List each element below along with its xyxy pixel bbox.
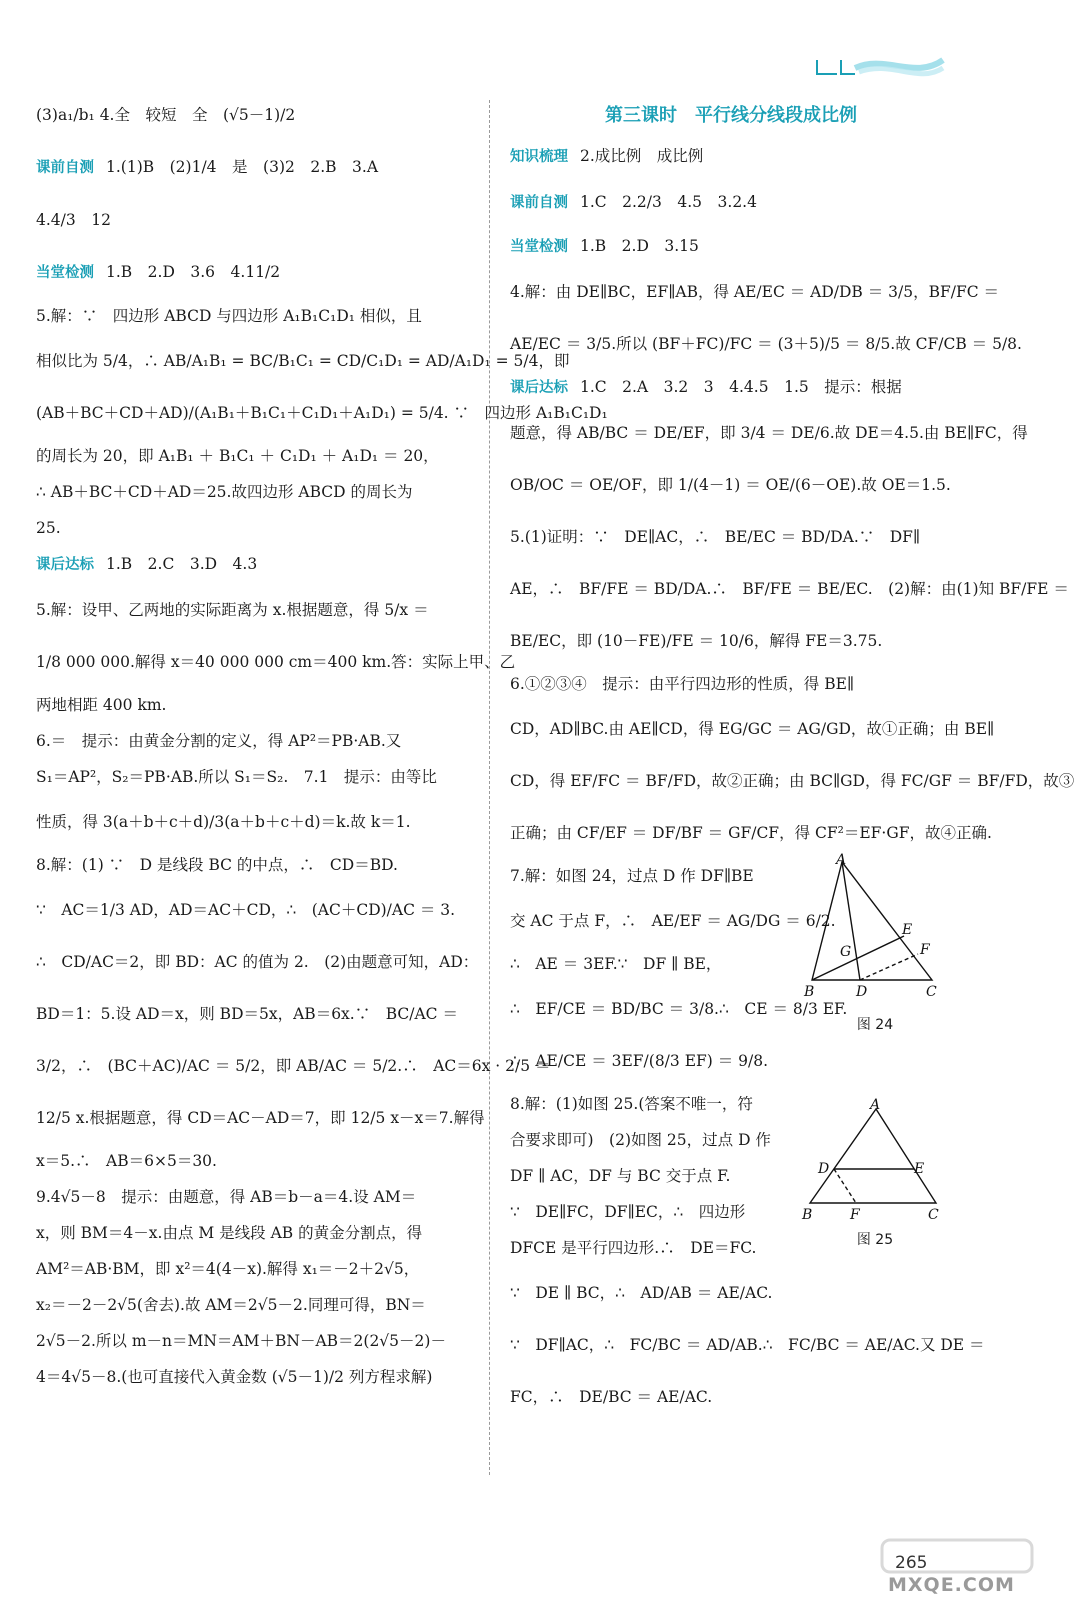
section-tag: 课前自测 [36,160,94,176]
answer-line: BE/EC，即 (10－FE)/FE ＝ 10/6，解得 FE＝3.75. [510,632,883,650]
figure-caption: 图 25 [856,1232,894,1248]
section-tag: 当堂检测 [510,239,568,255]
label-E: E [902,922,913,938]
answer-line: ∴ AE ＝ 3EF.∵ DF ∥ BE， [510,955,722,973]
page-number: 265 [895,1553,928,1573]
answer-line: 当堂检测 1.B 2.D 3.15 [510,237,699,255]
answer-line: x＝5.∴ AB＝6×5＝30. [36,1152,217,1170]
answer-line: 8.解：(1) ∵ D 是线段 BC 的中点，∴ CD＝BD. [36,856,398,874]
answer-line: 两地相距 400 km. [36,696,167,714]
answer-line: 25. [36,519,61,537]
answer-line: 5.解：∵ 四边形 ABCD 与四边形 A₁B₁C₁D₁ 相似，且 [36,307,422,325]
answer-line: 当堂检测 1.B 2.D 3.6 4.11/2 [36,263,281,281]
answer-line: 知识梳理 2.成比例 成比例 [510,147,704,165]
label-G: G [840,944,852,960]
label-D: D [818,1161,830,1177]
column-divider [489,100,490,1475]
answer-line: x₂＝－2－2√5(舍去).故 AM＝2√5－2.同理可得，BN＝ [36,1296,426,1314]
answer-line: x，则 BM＝4－x.由点 M 是线段 AB 的黄金分割点，得 [36,1224,423,1242]
answer-line: 课前自测 1.(1)B (2)1/4 是 (3)2 2.B 3.A [36,158,379,176]
label-B: B [804,984,815,1000]
label-F: F [850,1207,860,1223]
answer-line: CD，得 EF/FC ＝ BF/FD，故②正确；由 BC∥GD，得 FC/GF ＝ BF/FD，故③ [510,772,1074,790]
answer-line: ∵ DE ∥ BC，∴ AD/AB ＝ AE/AC. [510,1284,773,1302]
answer-line: (3)a₁/b₁ 4.全 较短 全 (√5－1)/2 [36,106,296,124]
section-tag: 课后达标 [510,380,568,396]
answer-line: 4.4/3 12 [36,211,111,229]
section-tag: 课后达标 [36,557,94,573]
header-decoration [815,50,945,80]
label-D: D [856,984,868,1000]
label-B: B [802,1207,813,1223]
answer-line: 1/8 000 000.解得 x＝40 000 000 cm＝400 km.答：实际上甲、乙 [36,653,516,671]
answer-line: ∴ AB＋BC＋CD＋AD＝25.故四边形 ABCD 的周长为 [36,483,413,501]
answer-line: ∵ AC＝1/3 AD，AD＝AC＋CD，∴ (AC＋CD)/AC ＝ 3. [36,901,456,919]
triangle-diagram-25 [800,1097,950,1225]
answer-line: 课后达标 1.C 2.A 3.2 3 4.4.5 1.5 提示：根据 [510,378,902,396]
answer-line: 相似比为 5/4，∴ AB/A₁B₁ = BC/B₁C₁ = CD/C₁D₁ = AD/A₁D₁ = 5/4，即 [36,352,570,370]
answer-line: 7.解：如图 24，过点 D 作 DF∥BE [510,867,754,885]
section-tag: 知识梳理 [510,149,568,165]
answer-line: FC，∴ DE/BC ＝ AE/AC. [510,1388,713,1406]
triangle-diagram-24 [800,850,950,1010]
answer-line: ∴ CD/AC＝2，即 BD：AC 的值为 2. (2)由题意可知，AD： [36,953,479,971]
answer-line: CD，AD∥BC.由 AE∥CD，得 EG/GC ＝ AG/GD，故①正确；由 BE∥ [510,720,995,738]
answer-line: 合要求即可) (2)如图 25，过点 D 作 [510,1131,771,1149]
figure-25 [800,1097,950,1257]
label-C: C [926,984,937,1000]
answer-line: S₁＝AP²，S₂＝PB·AB.所以 S₁＝S₂. 7.1 提示：由等比 [36,768,437,786]
answer-line: 4.解：由 DE∥BC，EF∥AB，得 AE/EC ＝ AD/DB ＝ 3/5，BF/FC ＝ [510,283,1000,301]
answer-line: 2√5－2.所以 m－n＝MN＝AM＋BN－AB＝2(2√5－2)－ [36,1332,446,1350]
section-tag: 当堂检测 [36,265,94,281]
label-E: E [914,1161,925,1177]
answer-line: ∴ EF/CE ＝ BD/BC ＝ 3/8.∴ CE ＝ 8/3 EF. [510,1000,848,1018]
label-A: A [870,1097,881,1113]
answer-line: 4＝4√5－8.(也可直接代入黄金数 (√5－1)/2 列方程求解) [36,1368,433,1386]
answer-line: 12/5 x.根据题意，得 CD＝AC－AD＝7，即 12/5 x－x＝7.解得 [36,1109,485,1127]
label-A: A [836,852,847,868]
label-F: F [920,942,930,958]
answer-line: DF ∥ AC，DF 与 BC 交于点 F. [510,1167,731,1185]
answer-line: 5.(1)证明：∵ DE∥AC，∴ BE/EC ＝ BD/DA.∵ DF∥ [510,528,921,546]
answer-line: AE/EC ＝ 3/5.所以 (BF＋FC)/FC ＝ (3＋5)/5 ＝ 8/5.故 CF/CB ＝ 5/8. [510,335,1022,353]
answer-line: 6.①②③④ 提示：由平行四边形的性质，得 BE∥ [510,675,855,693]
answer-line: OB/OC ＝ OE/OF，即 1/(4－1) ＝ OE/(6－OE).故 OE＝1.5. [510,476,951,494]
label-C: C [928,1207,939,1223]
answer-line: 6.＝ 提示：由黄金分割的定义，得 AP²＝PB·AB.又 [36,732,402,750]
answer-line: 3/2，∴ (BC＋AC)/AC ＝ 5/2，即 AB/AC ＝ 5/2.∴ AC＝6x · 2/5 ＝ [36,1057,551,1075]
answer-line: (AB＋BC＋CD＋AD)/(A₁B₁＋B₁C₁＋C₁D₁＋A₁D₁) = 5/4. ∵ 四边形 A₁B₁C₁D₁ [36,404,608,422]
answer-line: 题意，得 AB/BC ＝ DE/EF，即 3/4 ＝ DE/6.故 DE＝4.5.由 BE∥FC，得 [510,424,1028,442]
answer-line: 课后达标 1.B 2.C 3.D 4.3 [36,555,258,573]
answer-line: ∵ DE∥FC，DF∥EC，∴ 四边形 [510,1203,746,1221]
figure-24 [800,850,950,1040]
answer-line: 5.解：设甲、乙两地的实际距离为 x.根据题意，得 5/x ＝ [36,601,429,619]
answer-line: ∴ AE/CE ＝ 3EF/(8/3 EF) ＝ 9/8. [510,1052,769,1070]
answer-line: AE，∴ BF/FE ＝ BD/DA.∴ BF/FE ＝ BE/EC. (2)解：由(1)知 BF/FE ＝ [510,580,1069,598]
answer-line: 9.4√5－8 提示：由题意，得 AB＝b－a＝4.设 AM＝ [36,1188,417,1206]
answer-line: 性质，得 3(a＋b＋c＋d)/3(a＋b＋c＋d)＝k.故 k＝1. [36,813,411,831]
watermark-text: MXQE.COM [888,1574,1015,1596]
answer-line: 8.解：(1)如图 25.(答案不唯一，符 [510,1095,753,1113]
answer-line: 的周长为 20，即 A₁B₁ ＋ B₁C₁ ＋ C₁D₁ ＋ A₁D₁ ＝ 20， [36,447,439,465]
answer-line: 正确；由 CF/EF ＝ DF/BF ＝ GF/CF，得 CF²＝EF·GF，故④正确. [510,824,992,842]
figure-caption: 图 24 [856,1017,894,1033]
section-title: 第三课时 平行线分线段成比例 [605,105,857,126]
answer-line: AM²＝AB·BM，即 x²＝4(4－x).解得 x₁＝－2＋2√5， [36,1260,420,1278]
answer-line: 课前自测 1.C 2.2/3 4.5 3.2.4 [510,193,757,211]
section-tag: 课前自测 [510,195,568,211]
answer-line: 交 AC 于点 F，∴ AE/EF ＝ AG/DG ＝ 6/2. [510,912,836,930]
answer-line: BD＝1：5.设 AD＝x，则 BD＝5x，AB＝6x.∵ BC/AC ＝ [36,1005,458,1023]
answer-line: DFCE 是平行四边形.∴ DE＝FC. [510,1239,757,1257]
answer-line: ∵ DF∥AC，∴ FC/BC ＝ AD/AB.∴ FC/BC ＝ AE/AC.又 DE ＝ [510,1336,985,1354]
